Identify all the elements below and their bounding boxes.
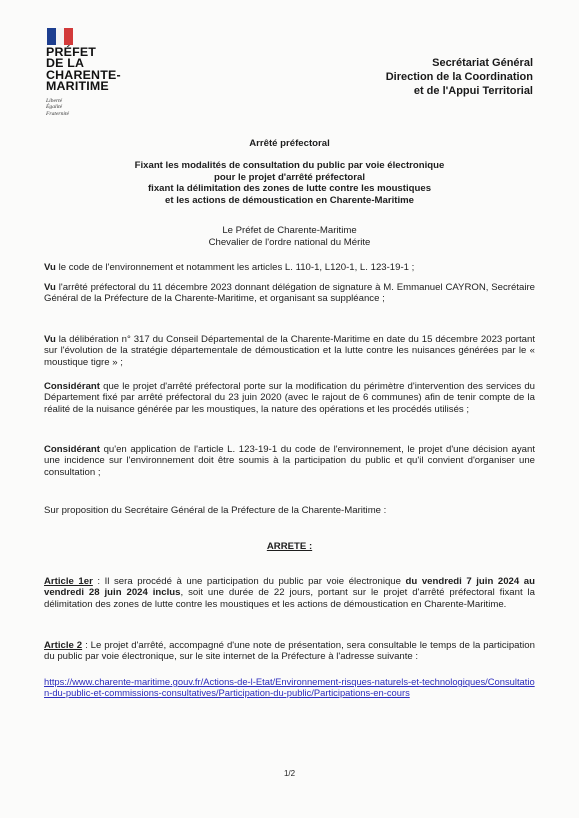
issuing-department [386,56,533,98]
page-number: 1/2 [283,769,296,778]
arrete-heading [44,541,535,553]
considerant-text: qu'en application de l'article L. 123-19-1 du code de l'environnement, le projet d'une décision ayant une incidence sur l'environnement doit être soumis à la participation du public et qu'il convient d'organiser une consultation ; [44,444,535,478]
proposal-paragraph: Sur proposition du Secrétaire Général de la Préfecture de la Charente-Maritime : [44,505,387,516]
header-line-2: Direction de la Coordination [385,71,533,83]
visa-lead: Vu [44,282,56,293]
header-line-3: et de l'Appui Territorial [413,85,533,97]
subtitle-line-3: fixant la délimitation des zones de lutte contre les moustiques [147,183,432,194]
prefet-line-1: Le Préfet de Charente-Maritime [222,225,357,236]
logo-line-3: CHARENTE- [46,67,121,82]
arrete-label: ARRETE : [266,541,313,552]
prefet-signatory [44,225,535,248]
article-1 [44,576,535,610]
motto-egalite: Égalité [46,104,63,111]
subtitle-line-4: et les actions de démoustication en Charente-Maritime [165,194,414,206]
visa-text: la délibération n° 317 du Conseil Départemental de la Charente-Maritime en date du 15 décembre 2023 portant sur l'évolution de la stratégie départementale de démoustication et la lutte contre les nuisances générées par le « moustique tigre » ; [44,334,535,368]
subtitle-line-1: Fixant les modalités de consultation du public par voie électronique [134,160,445,171]
considerant-lead: Considérant [44,381,100,392]
visa-text: le code de l'environnement et notamment les articles L. 110-1, L120-1, L. 123-19-1 ; [55,262,415,273]
subtitle-line-2: pour le projet d'arrêté préfectoral [213,171,366,183]
document-subtitle [44,160,535,206]
article-1-dates: du vendredi 7 juin 2024 au vendredi 28 juin 2024 inclus [44,576,535,599]
considerant-text: que le projet d'arrêté préfectoral porte sur la modification du périmètre d'intervention des services du Département fixé par arrêté préfectoral du 23 juin 2020 (avec le rajout de 6 communes) afin de tenir compte de la réalité de la nuisance générée par les moustiques, la nature des opérations et les procédés utilisés ; [44,381,535,415]
article-2-label: Article 2 [44,640,83,651]
motto-liberte: Liberté [46,97,63,104]
visa-lead: Vu [44,262,56,273]
article-1-label: Article 1er [44,576,93,587]
considerant-lead: Considérant [44,444,100,455]
document-title: Arrêté préfectoral [249,138,330,149]
republic-motto [46,98,136,118]
visa-text: l'arrêté préfectoral du 11 décembre 2023 donnant délégation de signature à M. Emmanuel CAYRON, Secrétaire Général de la Préfecture de la Charente-Maritime, et organisant sa suppléance ; [44,282,535,305]
motto-fraternite: Fraternité [46,110,69,117]
article-1-text-a: : Il sera procédé à une participation du public par voie électronique [92,576,406,587]
article-2-text: : Le projet d'arrêté, accompagné d'une note de présentation, sera consultable le temps de la participation du public par voie électronique, sur le site internet de la Préfecture à l'adresse suivante : [44,640,535,663]
article-1-text-b: , soit une durée de 22 jours, portant sur le projet d'arrêté préfectoral fixant la délimitation des zones de lutte contre les moustiques et les actions de démoustication en Charente-Maritime. [44,587,536,610]
visa-paragraph-2 [44,282,535,305]
logo-line-1: PRÉFET [46,45,97,59]
logo-line-4: MARITIME [46,79,109,94]
article-2 [44,640,535,663]
visa-paragraph-3 [44,334,535,368]
considerant-paragraph-2 [44,444,535,478]
visa-paragraph-1 [44,262,535,273]
considerant-paragraph-1 [44,381,535,415]
header-line-1: Secrétariat Général [432,57,533,69]
consultation-link[interactable]: https://www.charente-maritime.gouv.fr/Actions-de-l-Etat/Environnement-risques-naturels-et-technologiques/Consultation-du-public-et-commissions-consultatives/Participation-du-public/Participations-en-cours [44,676,535,699]
marianne-flag-icon [47,28,73,45]
prefecture-logo [46,28,136,117]
logo-line-2: DE LA [46,56,85,71]
visa-lead: Vu [44,334,56,345]
prefet-line-2: Chevalier de l'ordre national du Mérite [208,236,371,248]
